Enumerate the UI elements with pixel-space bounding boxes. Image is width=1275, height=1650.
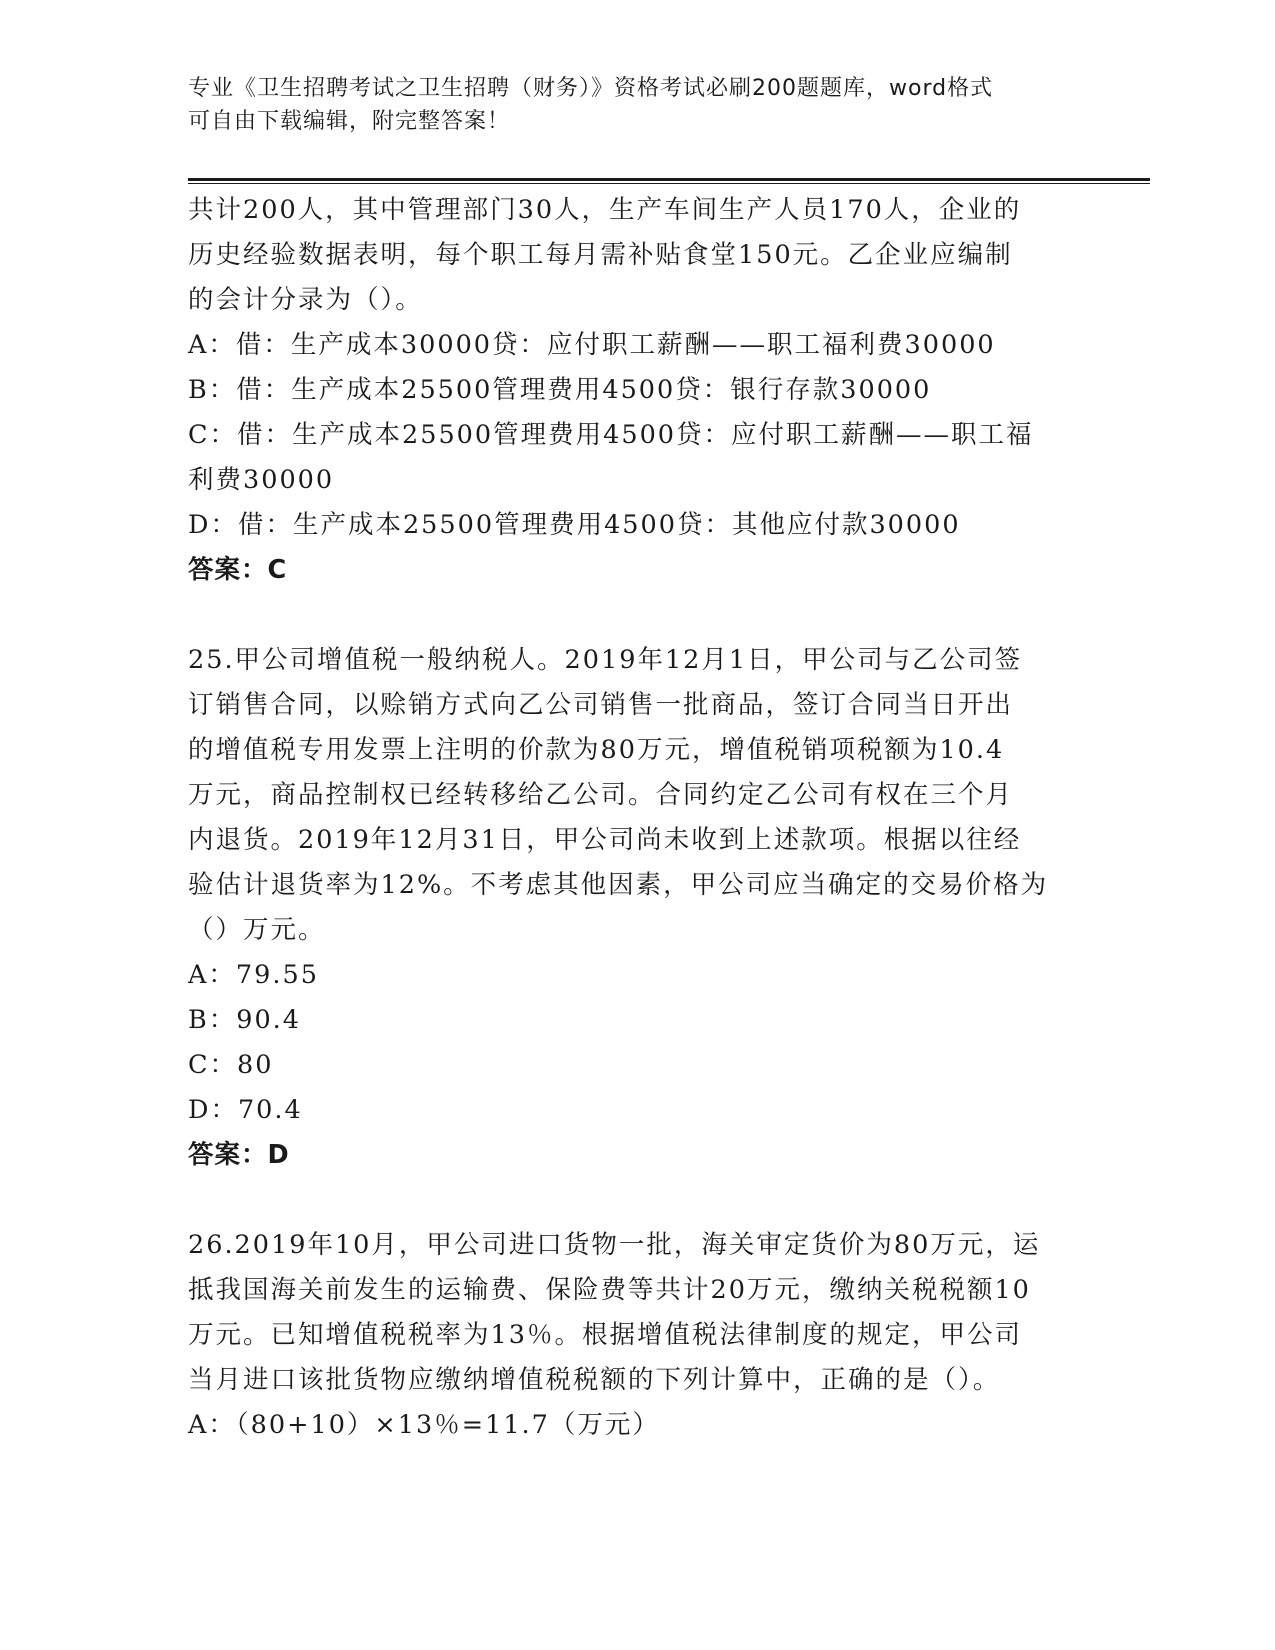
option-a: A：（80+10）×13％=11.7（万元） bbox=[188, 1410, 660, 1440]
header-rule-thick bbox=[188, 178, 1150, 181]
option-d: D：借：生产成本25500管理费用4500贷：其他应付款30000 bbox=[188, 510, 961, 540]
option-b: B：借：生产成本25500管理费用4500贷：银行存款30000 bbox=[188, 375, 932, 405]
answer-label: 答案：C bbox=[188, 555, 288, 585]
option-c: C：借：生产成本25500管理费用4500贷：应付职工薪酬——职工福 bbox=[188, 420, 1034, 450]
question-stem-line: （）万元。 bbox=[188, 915, 326, 945]
question-stem-line: 订销售合同，以赊销方式向乙公司销售一批商品，签订合同当日开出 bbox=[188, 690, 1014, 720]
spacer bbox=[188, 1178, 1088, 1223]
spacer bbox=[188, 593, 1088, 638]
header-line-2: 可自由下载编辑，附完整答案！ bbox=[188, 109, 511, 134]
option-b: B：90.4 bbox=[188, 1005, 302, 1035]
question-stem-line: 验估计退货率为12%。不考虑其他因素，甲公司应当确定的交易价格为 bbox=[188, 870, 1049, 900]
option-c: C：80 bbox=[188, 1050, 274, 1080]
header-line-1: 专业《卫生招聘考试之卫生招聘（财务）》资格考试必刷200题题库，word格式 bbox=[188, 76, 994, 101]
question-stem-line: 万元，商品控制权已经转移给乙公司。合同约定乙公司有权在三个月 bbox=[188, 780, 1014, 810]
question-stem-line: 的增值税专用发票上注明的价款为80万元，增值税销项税额为10.4 bbox=[188, 735, 1005, 765]
question-stem-line: 万元。已知增值税税率为13％。根据增值税法律制度的规定，甲公司 bbox=[188, 1320, 1022, 1350]
question-stem-line: 历史经验数据表明，每个职工每月需补贴食堂150元。乙企业应编制 bbox=[188, 240, 1013, 270]
option-a: A：借：生产成本30000贷：应付职工薪酬——职工福利费30000 bbox=[188, 330, 996, 360]
document-body bbox=[188, 188, 1088, 1448]
document-header bbox=[188, 72, 1088, 138]
question-stem-line: 26.2019年10月，甲公司进口货物一批，海关审定货价为80万元，运 bbox=[188, 1230, 1041, 1260]
question-stem-line: 内退货。2019年12月31日，甲公司尚未收到上述款项。根据以往经 bbox=[188, 825, 1022, 855]
question-stem-line: 25.甲公司增值税一般纳税人。2019年12月1日，甲公司与乙公司签 bbox=[188, 645, 1023, 675]
question-26 bbox=[188, 1223, 1088, 1448]
option-a: A：79.55 bbox=[188, 960, 319, 990]
question-stem-line: 当月进口该批货物应缴纳增值税税额的下列计算中，正确的是（）。 bbox=[188, 1365, 1001, 1395]
question-stem-line: 的会计分录为（）。 bbox=[188, 285, 423, 315]
option-c-continued: 利费30000 bbox=[188, 465, 335, 495]
header-rule-thin bbox=[188, 183, 1150, 184]
question-stem-line: 共计200人，其中管理部门30人，生产车间生产人员170人，企业的 bbox=[188, 195, 1022, 225]
answer-label: 答案：D bbox=[188, 1140, 290, 1170]
question-24 bbox=[188, 188, 1088, 593]
question-25 bbox=[188, 638, 1088, 1178]
question-stem-line: 抵我国海关前发生的运输费、保险费等共计20万元，缴纳关税税额10 bbox=[188, 1275, 1031, 1305]
option-d: D：70.4 bbox=[188, 1095, 303, 1125]
